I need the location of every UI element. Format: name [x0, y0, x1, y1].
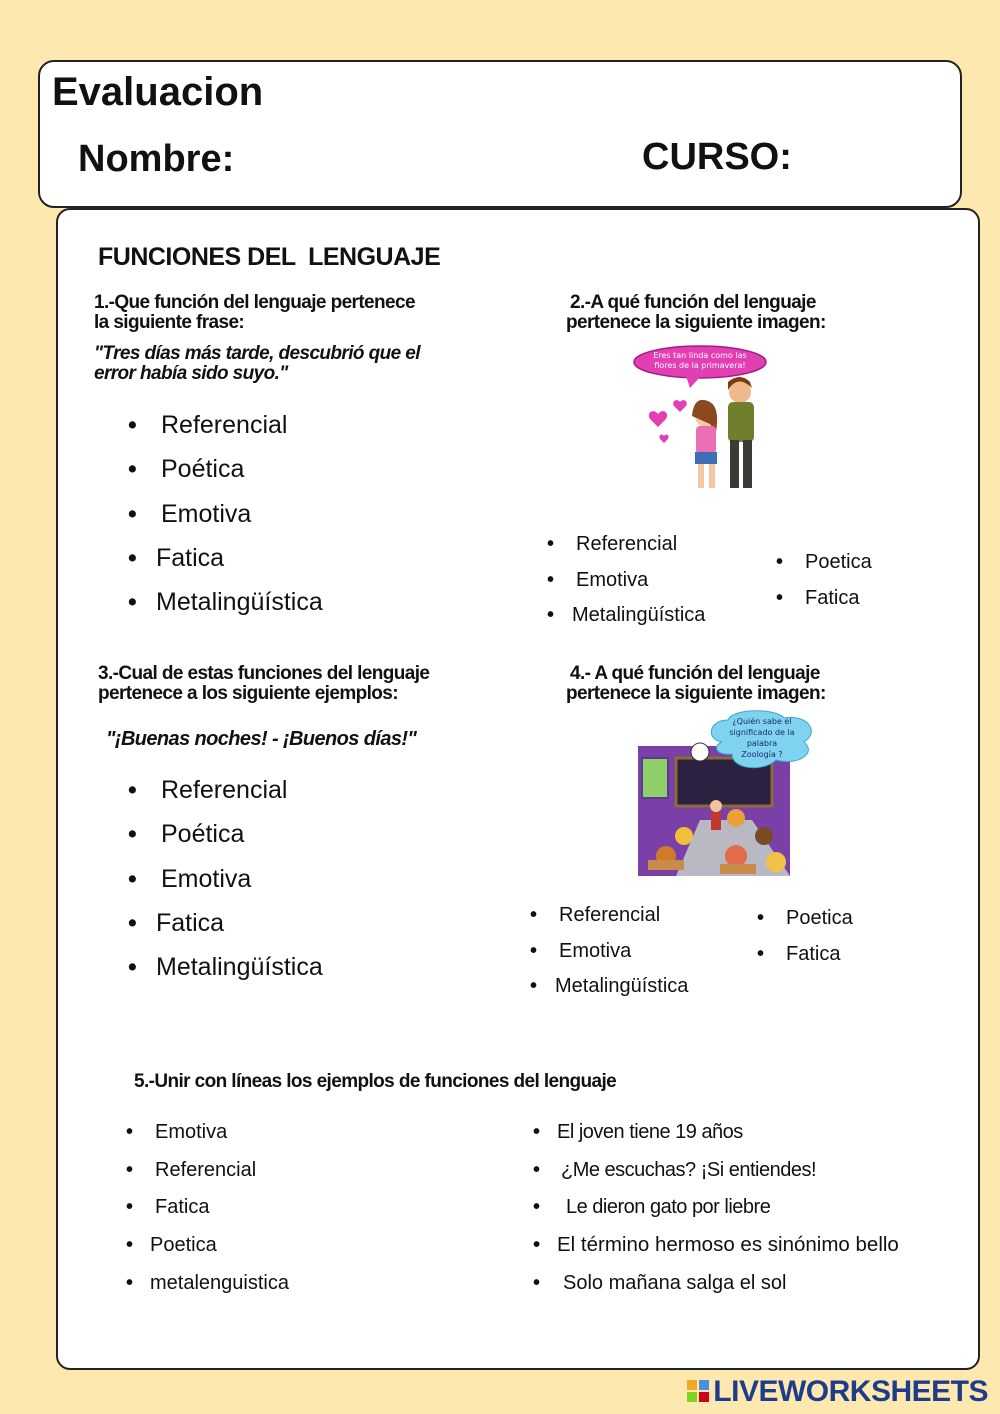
- question-3-options: [128, 775, 323, 996]
- question-5-examples: [533, 1120, 973, 1308]
- option-poetica[interactable]: • Poetica: [776, 550, 872, 586]
- option-fatica[interactable]: • Fatica: [757, 942, 853, 978]
- option-referencial[interactable]: • Referencial: [547, 532, 705, 568]
- question-4-options-right: [757, 906, 853, 977]
- bubble-line-2: significado de la: [729, 728, 795, 737]
- question-1-line-2: la siguiente frase:: [94, 312, 245, 333]
- option-metalinguistica[interactable]: • Metalingüística: [128, 952, 323, 996]
- match-left-emotiva[interactable]: • Emotiva: [126, 1120, 289, 1158]
- match-left-fatica[interactable]: • Fatica: [126, 1195, 289, 1233]
- match-right-example-1[interactable]: • El joven tiene 19 años: [533, 1120, 973, 1158]
- option-fatica[interactable]: • Fatica: [128, 543, 323, 587]
- option-metalinguistica[interactable]: • Metalingüística: [128, 587, 323, 631]
- question-1-line-1: 1.-Que función del lenguaje pertenece: [94, 292, 415, 313]
- liveworksheets-logo: [687, 1375, 988, 1409]
- name-label: Nombre:: [78, 138, 235, 180]
- course-label: CURSO:: [642, 136, 792, 178]
- option-referencial[interactable]: • Referencial: [530, 903, 688, 939]
- question-4-options-left: [530, 903, 688, 1010]
- match-left-metalenguistica[interactable]: • metalenguistica: [126, 1271, 289, 1309]
- question-3-quote: "¡Buenas noches! - ¡Buenos días!": [106, 728, 417, 750]
- bubble-line-4: Zoología ?: [741, 750, 783, 759]
- bubble-text-2: flores de la primavera!: [654, 361, 746, 370]
- question-2: [566, 293, 826, 333]
- option-emotiva[interactable]: • Emotiva: [530, 939, 688, 975]
- question-2-line-2: pertenece la siguiente imagen:: [566, 312, 826, 333]
- option-poetica[interactable]: • Poetica: [757, 906, 853, 942]
- question-2-line-1: 2.-A qué función del lenguaje: [570, 292, 816, 313]
- logo-text: LIVEWORKSHEETS: [713, 1375, 988, 1408]
- match-left-poetica[interactable]: • Poetica: [126, 1233, 289, 1271]
- question-4-line-1: 4.- A qué función del lenguaje: [570, 663, 820, 684]
- classroom-illustration: [636, 710, 822, 878]
- option-fatica[interactable]: • Fatica: [128, 908, 323, 952]
- question-5-title: 5.-Unir con líneas los ejemplos de funciones del lenguaje: [134, 1071, 617, 1092]
- bubble-line-1: ¿Quién sabe el: [732, 717, 792, 726]
- option-metalinguistica[interactable]: • Metalingüística: [530, 974, 688, 1010]
- section-title: FUNCIONES DEL LENGUAJE: [98, 243, 441, 271]
- option-poetica[interactable]: • Poética: [128, 454, 323, 498]
- question-4: [566, 664, 826, 704]
- question-1-options: [128, 410, 323, 631]
- question-3-line-2: pertenece a los siguiente ejemplos:: [98, 683, 398, 704]
- option-emotiva[interactable]: • Emotiva: [128, 864, 323, 908]
- page-title: Evaluacion: [52, 70, 264, 114]
- match-right-example-5[interactable]: • Solo mañana salga el sol: [533, 1271, 973, 1309]
- match-right-example-4[interactable]: • El término hermoso es sinónimo bello: [533, 1233, 973, 1271]
- option-emotiva[interactable]: • Emotiva: [547, 568, 705, 604]
- match-right-example-3[interactable]: • Le dieron gato por liebre: [533, 1195, 973, 1233]
- question-3-line-1: 3.-Cual de estas funciones del lenguaje: [98, 663, 430, 684]
- bubble-text-1: Eres tan linda como las: [653, 351, 747, 360]
- question-3: [98, 664, 429, 704]
- question-1: [94, 293, 415, 333]
- logo-grid-icon: [687, 1376, 709, 1398]
- option-emotiva[interactable]: • Emotiva: [128, 499, 323, 543]
- option-poetica[interactable]: • Poética: [128, 819, 323, 863]
- option-referencial[interactable]: • Referencial: [128, 410, 323, 454]
- quote-line-1: "Tres días más tarde, descubrió que el: [94, 343, 420, 364]
- option-referencial[interactable]: • Referencial: [128, 775, 323, 819]
- question-2-options-left: [547, 532, 705, 639]
- match-left-referencial[interactable]: • Referencial: [126, 1158, 289, 1196]
- question-5-functions: [126, 1120, 289, 1308]
- option-metalinguistica[interactable]: • Metalingüística: [547, 603, 705, 639]
- question-1-quote: [94, 344, 420, 384]
- question-4-line-2: pertenece la siguiente imagen:: [566, 683, 826, 704]
- question-2-options-right: [776, 550, 872, 621]
- option-fatica[interactable]: • Fatica: [776, 586, 872, 622]
- quote-line-2: error había sido suyo.": [94, 363, 288, 384]
- match-right-example-2[interactable]: • ¿Me escuchas? ¡Si entiendes!: [533, 1158, 973, 1196]
- couple-illustration: [630, 344, 780, 492]
- bubble-line-3: palabra: [746, 739, 778, 748]
